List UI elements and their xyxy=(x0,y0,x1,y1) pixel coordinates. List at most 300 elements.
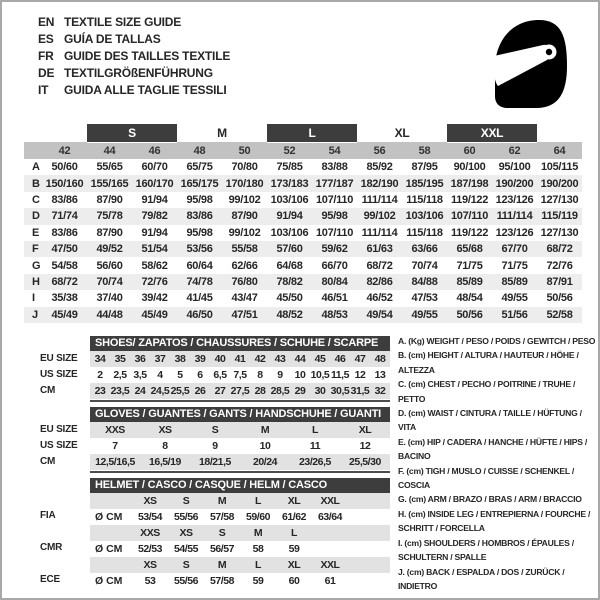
measurement-value: 67/70 xyxy=(492,241,537,257)
size-value: 26 xyxy=(190,383,210,399)
row-label: CM xyxy=(40,385,56,396)
measurement-value: 49/55 xyxy=(402,307,447,323)
measurement-value: 85/89 xyxy=(447,274,492,290)
measurement-value: 37/40 xyxy=(96,292,123,305)
measurement-value: 56/60 xyxy=(96,259,123,272)
measurement-value: 53/56 xyxy=(177,241,222,257)
size-value: S xyxy=(204,525,240,541)
measurement-value: 64/68 xyxy=(276,259,303,272)
size-value: 6 xyxy=(197,369,203,381)
size-value: 2,5 xyxy=(113,369,127,381)
row-letter: I xyxy=(32,292,35,305)
measurement-value: 177/187 xyxy=(312,175,357,191)
measurement-value: 35/38 xyxy=(51,292,78,305)
size-row xyxy=(90,367,390,383)
measurement-row xyxy=(24,159,582,175)
shoes-row-labels xyxy=(40,351,78,399)
size-value: 25,5/30 xyxy=(340,454,390,470)
row-label: US SIZE xyxy=(40,369,78,380)
measurement-value: 190/200 xyxy=(492,175,537,191)
measurement-value: 68/72 xyxy=(366,259,393,272)
measurement-value: 68/72 xyxy=(537,241,582,257)
guide-title: TEXTILE SIZE GUIDE xyxy=(64,15,182,29)
legend-item: H. (cm) INSIDE LEG / ENTREPIERNA / FOURCHE / SCHRITT / FORCELLA xyxy=(398,508,591,534)
row-letter: H xyxy=(24,274,42,290)
size-value: 25,5 xyxy=(170,385,190,397)
measurement-value: 91/94 xyxy=(141,193,168,206)
size-value: 11,5 xyxy=(330,369,350,381)
legend-item: I. (cm) SHOULDERS / HOMBROS / ÉPAULES / SCHULTERN / SPALLE xyxy=(398,537,574,563)
measurement-value: 48/53 xyxy=(312,307,357,323)
measurement-value: 49/55 xyxy=(501,292,528,305)
measurement-value: 57/60 xyxy=(267,241,312,257)
language-row xyxy=(38,48,230,65)
size-value: XXL xyxy=(312,557,348,573)
language-row xyxy=(38,14,230,31)
size-value: 63/64 xyxy=(317,511,343,523)
size-value xyxy=(312,541,348,557)
measurement-value: 52/58 xyxy=(537,307,582,323)
size-value: 16,5/19 xyxy=(140,454,190,470)
filler-cell xyxy=(348,557,390,573)
size-value: 61/62 xyxy=(281,511,307,523)
size-group-label: L xyxy=(267,124,357,142)
size-value: 23/26,5 xyxy=(290,454,340,470)
size-value: L xyxy=(290,422,340,438)
size-value: 23 xyxy=(90,383,110,399)
measurement-value: 111/114 xyxy=(492,208,537,224)
size-value: XXS xyxy=(90,422,140,438)
measurement-value: 70/80 xyxy=(231,161,258,174)
filler-cell xyxy=(348,541,390,557)
measurement-value: 79/82 xyxy=(132,208,177,224)
size-value: 37 xyxy=(150,351,170,367)
size-value: XL xyxy=(276,557,312,573)
row-letter: G xyxy=(32,259,41,272)
legend-item: A. (Kg) WEIGHT / PESO / POIDS / GEWITCH / PESO xyxy=(398,336,596,346)
size-value: 46 xyxy=(330,351,350,367)
size-value: 12 xyxy=(354,369,366,381)
measurement-value: 51/54 xyxy=(132,241,177,257)
language-code: EN xyxy=(38,15,55,29)
size-value: 59 xyxy=(288,543,300,555)
size-value: 28,5 xyxy=(270,385,290,397)
gloves-section xyxy=(90,407,390,470)
measurement-value: 82/86 xyxy=(357,274,402,290)
size-value: 7,5 xyxy=(233,369,247,381)
size-value: 5 xyxy=(177,369,183,381)
measurement-value: 58/62 xyxy=(141,259,168,272)
measurement-value: 46/51 xyxy=(321,292,348,305)
legend-item: C. (cm) CHEST / PECHO / POITRINE / TRUHE / PETTO xyxy=(398,379,576,404)
size-group-label: XL xyxy=(394,126,410,140)
size-value: 10 xyxy=(294,369,306,381)
measurement-value: 48/54 xyxy=(456,292,483,305)
measurement-value: 170/180 xyxy=(222,175,267,191)
row-letter: A xyxy=(32,161,40,174)
unit-label: Ø CM xyxy=(95,511,123,523)
size-group-label: M xyxy=(217,126,227,140)
measurement-value: 155/165 xyxy=(87,175,132,191)
measurement-value: 111/114 xyxy=(361,226,398,239)
measurement-value: 66/70 xyxy=(321,259,348,272)
size-value: 50 xyxy=(222,142,267,159)
unit-label xyxy=(90,525,132,541)
measurement-value: 55/65 xyxy=(96,161,123,174)
measurement-value: 99/102 xyxy=(228,226,261,239)
measurement-value: 87/91 xyxy=(537,274,582,290)
size-value: 58 xyxy=(402,142,447,159)
measurement-value: 71/75 xyxy=(501,259,528,272)
measurement-value: 83/88 xyxy=(321,161,348,174)
size-group-label: S xyxy=(87,124,177,142)
size-value: 53/54 xyxy=(137,511,163,523)
size-value: M xyxy=(204,493,240,509)
size-value: 46 xyxy=(132,142,177,159)
empty-cell xyxy=(537,124,582,142)
measurement-value: 61/63 xyxy=(357,241,402,257)
size-value: 12 xyxy=(359,440,371,452)
sizes-row xyxy=(24,142,582,159)
measurement-value: 99/102 xyxy=(357,208,402,224)
language-row xyxy=(38,31,230,48)
size-value: 57/58 xyxy=(209,511,235,523)
measurement-value: 127/130 xyxy=(540,193,579,206)
measurement-value: 115/118 xyxy=(406,226,443,239)
size-value: 23,5 xyxy=(110,385,130,397)
size-value: 29 xyxy=(290,383,310,399)
size-value: 55/56 xyxy=(173,575,199,587)
size-value: 36 xyxy=(130,351,150,367)
measurement-value: 87/95 xyxy=(411,161,438,174)
size-value: 44 xyxy=(290,351,310,367)
measurement-value: 44/48 xyxy=(87,307,132,323)
size-value: 9 xyxy=(277,369,283,381)
size-value: 59 xyxy=(252,575,264,587)
size-value: L xyxy=(240,493,276,509)
measurement-row xyxy=(24,257,582,273)
measurement-legend xyxy=(398,334,598,593)
size-row xyxy=(90,525,390,541)
measurement-value: 105/115 xyxy=(540,161,579,174)
row-label: CMR xyxy=(40,542,63,553)
language-code: IT xyxy=(38,83,49,97)
size-value: M xyxy=(240,525,276,541)
measurement-value: 62/66 xyxy=(231,259,258,272)
measurement-value: 75/78 xyxy=(87,208,132,224)
size-value: 59/60 xyxy=(245,511,271,523)
measurement-value: 72/76 xyxy=(546,259,573,272)
measurement-value: 74/78 xyxy=(177,274,222,290)
size-row xyxy=(90,422,390,438)
measurement-value: 43/47 xyxy=(231,292,258,305)
helmet-section xyxy=(90,478,390,589)
size-value: 42 xyxy=(42,142,87,159)
measurement-value: 185/195 xyxy=(402,175,447,191)
size-value: L xyxy=(240,557,276,573)
measurement-value: 107/110 xyxy=(315,193,354,206)
measurement-value: 50/56 xyxy=(447,307,492,323)
measurement-value: 95/100 xyxy=(498,161,531,174)
measurement-value: 87/90 xyxy=(222,208,267,224)
measurement-value: 60/64 xyxy=(186,259,213,272)
size-value: 56/57 xyxy=(209,543,235,555)
size-value: 54/55 xyxy=(173,543,199,555)
measurement-value: 83/86 xyxy=(51,193,78,206)
measurement-value: 95/98 xyxy=(186,193,213,206)
language-code: DE xyxy=(38,66,55,80)
guide-title: TEXTILGRÖßENFÜHRUNG xyxy=(64,66,213,80)
size-value: 3,5 xyxy=(133,369,147,381)
size-value: 35 xyxy=(110,351,130,367)
size-value: 30 xyxy=(310,383,330,399)
size-value: 10,5 xyxy=(310,369,330,381)
measurement-value: 70/74 xyxy=(411,259,438,272)
measurement-value: 187/198 xyxy=(447,175,492,191)
shoes-section-header: SHOES/ ZAPATOS / CHAUSSURES / SCHUHE / SCARPE xyxy=(90,336,390,351)
measurement-row xyxy=(24,290,582,306)
size-value: 55/56 xyxy=(173,511,199,523)
size-value: 47 xyxy=(350,351,370,367)
unit-label: Ø CM xyxy=(95,575,123,587)
size-value: M xyxy=(204,557,240,573)
language-row xyxy=(38,65,230,82)
size-value: 58 xyxy=(252,543,264,555)
size-value: 39 xyxy=(190,351,210,367)
size-value: 52 xyxy=(267,142,312,159)
measurement-value: 65/75 xyxy=(186,161,213,174)
measurement-value: 45/50 xyxy=(276,292,303,305)
measurement-value: 111/114 xyxy=(361,193,398,206)
measurement-value: 115/119 xyxy=(537,208,582,224)
measurement-value: 190/200 xyxy=(537,175,582,191)
measurement-value: 123/126 xyxy=(495,226,534,239)
row-label: EU SIZE xyxy=(40,353,78,364)
size-value: 12,5/16,5 xyxy=(90,454,140,470)
measurement-value: 150/160 xyxy=(42,175,87,191)
shoes-size-table xyxy=(90,351,390,399)
measurement-value: 182/190 xyxy=(357,175,402,191)
row-letter: C xyxy=(32,193,40,206)
row-letter: B xyxy=(24,175,42,191)
size-value: 18/21,5 xyxy=(190,454,240,470)
size-value: 30,5 xyxy=(330,385,350,397)
measurement-row xyxy=(24,208,582,224)
size-value: 2 xyxy=(97,369,103,381)
size-value: 27,5 xyxy=(230,385,250,397)
measurement-value: 76/80 xyxy=(222,274,267,290)
language-row xyxy=(38,82,230,99)
helmet-section-header: HELMET / CASCO / CASQUE / HELM / CASCO xyxy=(90,478,390,493)
size-value: 11 xyxy=(309,440,321,452)
row-label xyxy=(40,524,62,540)
size-value: 53 xyxy=(144,575,156,587)
size-value: XS xyxy=(140,422,190,438)
measurement-value: 47/51 xyxy=(222,307,267,323)
measurement-row xyxy=(24,307,582,323)
measurement-value: 91/94 xyxy=(141,226,168,239)
measurement-value: 45/49 xyxy=(42,307,87,323)
size-row xyxy=(90,573,390,589)
measurement-value: 49/52 xyxy=(87,241,132,257)
measurement-value: 55/58 xyxy=(222,241,267,257)
row-label: CM xyxy=(40,456,56,467)
legend-item: F. (cm) TIGH / MUSLO / CUISSE / SCHENKEL / COSCIA xyxy=(398,465,575,491)
size-value: XXL xyxy=(312,493,348,509)
measurement-value: 99/102 xyxy=(228,193,261,206)
size-value: 8 xyxy=(162,440,168,452)
empty-cell xyxy=(24,124,87,142)
measurement-value: 41/45 xyxy=(186,292,213,305)
shoes-separator-line xyxy=(90,400,390,402)
unit-label xyxy=(90,493,132,509)
measurement-value: 39/42 xyxy=(141,292,168,305)
size-value: 24,5 xyxy=(150,385,170,397)
measurement-value: 119/122 xyxy=(450,226,489,239)
measurement-value: 107/110 xyxy=(315,226,354,239)
measurement-value: 87/90 xyxy=(96,226,123,239)
size-value: 4 xyxy=(157,369,163,381)
size-row xyxy=(90,557,390,573)
size-value: XL xyxy=(276,493,312,509)
measurement-value: 63/66 xyxy=(402,241,447,257)
size-value: 32 xyxy=(370,383,390,399)
size-value: 43 xyxy=(270,351,290,367)
size-value: 20/24 xyxy=(240,454,290,470)
size-value: 28 xyxy=(250,383,270,399)
measurement-value: 51/56 xyxy=(492,307,537,323)
size-value: 9 xyxy=(212,440,218,452)
measurement-value: 71/75 xyxy=(456,259,483,272)
textile-size-table xyxy=(24,124,582,323)
size-value: 60 xyxy=(288,575,300,587)
size-value: 24 xyxy=(130,383,150,399)
size-value: 40 xyxy=(210,351,230,367)
measurement-value: 87/90 xyxy=(96,193,123,206)
textile-size-table-wrap xyxy=(24,124,582,323)
filler-cell xyxy=(348,573,390,589)
size-value: 56 xyxy=(357,142,402,159)
row-label xyxy=(40,556,62,572)
filler-cell xyxy=(348,493,390,509)
measurement-value: 70/74 xyxy=(87,274,132,290)
measurement-value: 95/98 xyxy=(186,226,213,239)
size-value: L xyxy=(276,525,312,541)
measurement-value: 49/54 xyxy=(357,307,402,323)
size-value: 60 xyxy=(447,142,492,159)
measurement-value: 83/86 xyxy=(177,208,222,224)
size-value: 61 xyxy=(324,575,336,587)
measurement-value: 127/130 xyxy=(540,226,579,239)
measurement-value: 95/98 xyxy=(312,208,357,224)
size-value: S xyxy=(190,422,240,438)
size-value: S xyxy=(168,493,204,509)
legend-item: G. (cm) ARM / BRAZO / BRAS / ARM / BRACCIO xyxy=(398,494,582,505)
measurement-value: 165/175 xyxy=(177,175,222,191)
measurement-value: 103/106 xyxy=(270,193,309,206)
measurement-value: 80/84 xyxy=(312,274,357,290)
size-value: 57/58 xyxy=(209,575,235,587)
size-row xyxy=(90,493,390,509)
size-row xyxy=(90,351,390,367)
measurement-row xyxy=(24,175,582,191)
measurement-value: 90/100 xyxy=(453,161,486,174)
gloves-size-table xyxy=(90,422,390,470)
size-value: 7 xyxy=(112,440,118,452)
gloves-separator-line xyxy=(90,471,390,473)
size-group-row xyxy=(24,124,582,142)
size-value: 52/53 xyxy=(137,543,163,555)
measurement-value: 173/183 xyxy=(267,175,312,191)
size-group-label: XXL xyxy=(447,124,537,142)
empty-cell xyxy=(24,142,42,159)
size-value: XXS xyxy=(132,525,168,541)
row-label: FIA xyxy=(40,510,56,521)
measurement-value: 48/52 xyxy=(267,307,312,323)
language-code: ES xyxy=(38,32,54,46)
size-value: 34 xyxy=(90,351,110,367)
size-value: 48 xyxy=(370,351,390,367)
size-value: 54 xyxy=(312,142,357,159)
measurement-value: 83/86 xyxy=(51,226,78,239)
row-letter: F xyxy=(24,241,42,257)
language-code: FR xyxy=(38,49,54,63)
measurement-value: 72/76 xyxy=(132,274,177,290)
size-value: 13 xyxy=(374,369,386,381)
measurement-row xyxy=(24,274,582,290)
size-value: 48 xyxy=(177,142,222,159)
size-value: 38 xyxy=(170,351,190,367)
measurement-value: 71/74 xyxy=(42,208,87,224)
size-row xyxy=(90,541,390,557)
measurement-row xyxy=(24,225,582,241)
measurement-value: 46/52 xyxy=(366,292,393,305)
guide-title: GUÍA DE TALLAS xyxy=(64,32,161,46)
guide-title: GUIDA ALLE TAGLIE TESSILI xyxy=(64,83,227,97)
row-label: EU SIZE xyxy=(40,424,78,435)
unit-label xyxy=(90,557,132,573)
size-value: 31,5 xyxy=(350,385,370,397)
size-value: 44 xyxy=(87,142,132,159)
measurement-value: 91/94 xyxy=(267,208,312,224)
measurement-value: 54/58 xyxy=(51,259,78,272)
measurement-value: 85/89 xyxy=(492,274,537,290)
size-value: XL xyxy=(340,422,390,438)
row-letter: D xyxy=(24,208,42,224)
measurement-value: 84/88 xyxy=(402,274,447,290)
size-value: 42 xyxy=(250,351,270,367)
row-label: ECE xyxy=(40,574,60,585)
size-value: 6,5 xyxy=(213,369,227,381)
measurement-value: 115/118 xyxy=(406,193,443,206)
measurement-value: 50/56 xyxy=(546,292,573,305)
size-value: XS xyxy=(168,525,204,541)
size-value: 41 xyxy=(230,351,250,367)
measurement-value: 59/62 xyxy=(312,241,357,257)
measurement-value: 103/106 xyxy=(402,208,447,224)
measurement-value: 123/126 xyxy=(495,193,534,206)
helmet-row-labels xyxy=(40,492,62,588)
measurement-value: 47/53 xyxy=(411,292,438,305)
measurement-value: 107/110 xyxy=(447,208,492,224)
helmet-size-table xyxy=(90,493,390,589)
measurement-value: 47/50 xyxy=(42,241,87,257)
legend-item: E. (cm) HIP / CADERA / HANCHE / HÜFTE / HIPS / BACINO xyxy=(398,436,588,462)
size-value: 10 xyxy=(259,440,271,452)
size-row xyxy=(90,454,390,470)
measurement-value: 85/92 xyxy=(366,161,393,174)
measurement-value: 60/70 xyxy=(141,161,168,174)
